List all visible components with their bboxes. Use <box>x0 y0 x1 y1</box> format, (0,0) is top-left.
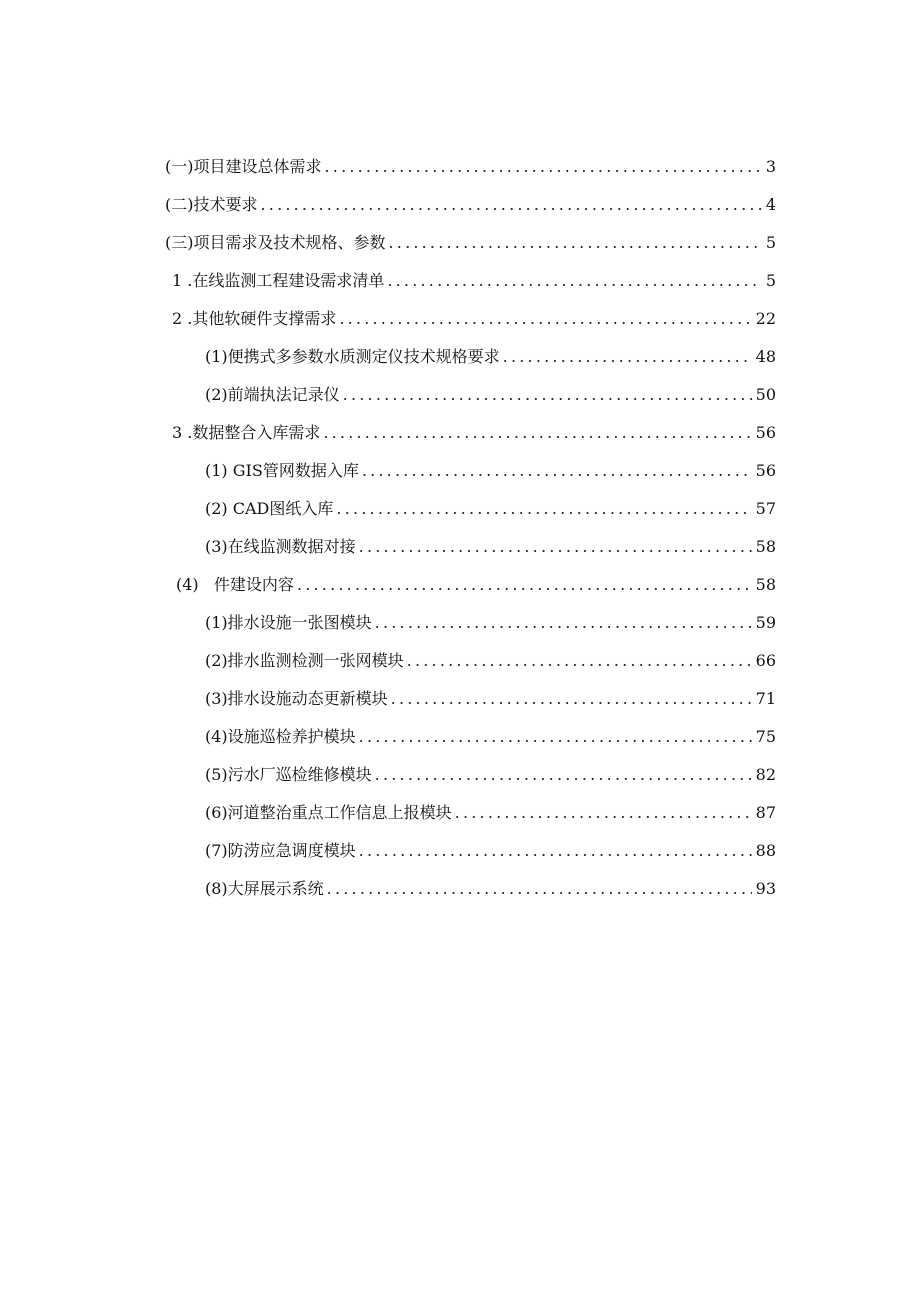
toc-entry-title: 1 .在线监测工程建设需求清单 <box>172 271 385 290</box>
toc-page-number: 22 <box>755 309 776 328</box>
toc-entry-title: (3)排水设施动态更新模块 <box>205 689 388 708</box>
toc-entry-gis-data-import[interactable] <box>0 452 920 490</box>
toc-entry-title: (2) CAD图纸入库 <box>205 499 334 518</box>
toc-entry-title: (6)河道整治重点工作信息上报模块 <box>205 803 452 822</box>
toc-dot-leader <box>362 452 752 490</box>
toc-page-number: 57 <box>755 499 776 518</box>
toc-entry-title: 2 .其他软硬件支撑需求 <box>172 309 337 328</box>
toc-page-number: 48 <box>755 347 776 366</box>
toc-entry-title: (1)便携式多参数水质测定仪技术规格要求 <box>205 347 500 366</box>
toc-dot-leader <box>389 224 762 262</box>
toc-dot-leader <box>359 832 752 870</box>
toc-dot-leader <box>359 528 752 566</box>
toc-dot-leader <box>387 262 761 300</box>
toc-entry-title: (二)技术要求 <box>165 195 258 214</box>
toc-entry-online-monitoring-list[interactable] <box>0 262 920 300</box>
toc-entry-river-reporting-module[interactable] <box>0 794 920 832</box>
toc-entry-monitoring-data-link[interactable] <box>0 528 920 566</box>
toc-entry-title: (1) GIS管网数据入库 <box>205 461 359 480</box>
toc-entry-support-requirements[interactable] <box>0 300 920 338</box>
toc-entry-title: (7)防涝应急调度模块 <box>205 841 356 860</box>
toc-dot-leader <box>407 642 752 680</box>
toc-dot-leader <box>359 718 752 756</box>
toc-entry-software-construction[interactable] <box>0 566 920 604</box>
toc-entry-title: (4) 件建设内容 <box>176 575 294 594</box>
toc-dot-leader <box>336 490 751 528</box>
toc-entry-title: (8)大屏展示系统 <box>205 879 324 898</box>
toc-dot-leader <box>339 300 751 338</box>
toc-page-number: 71 <box>755 689 776 708</box>
toc-entry-title: (2)排水监测检测一张网模块 <box>205 651 404 670</box>
toc-dot-leader <box>455 794 752 832</box>
toc-dot-leader <box>375 756 752 794</box>
toc-entry-title: (2)前端执法记录仪 <box>205 385 340 404</box>
toc-entry-law-enforcement-recorder[interactable] <box>0 376 920 414</box>
toc-page-number: 56 <box>755 461 776 480</box>
toc-page-number: 75 <box>755 727 776 746</box>
toc-page-number: 58 <box>755 537 776 556</box>
toc-page-number: 82 <box>755 765 776 784</box>
toc-entry-title: (三)项目需求及技术规格、参数 <box>165 233 386 252</box>
toc-dot-leader <box>503 338 752 376</box>
toc-dot-leader <box>375 604 752 642</box>
toc-entry-title: (5)污水厂巡检维修模块 <box>205 765 372 784</box>
toc-dot-leader <box>391 680 752 718</box>
toc-page-number: 4 <box>765 195 776 214</box>
toc-page-number: 66 <box>755 651 776 670</box>
toc-page-number: 5 <box>765 271 776 290</box>
toc-dot-leader <box>327 870 752 908</box>
toc-entry-title: 3 .数据整合入库需求 <box>172 423 321 442</box>
toc-page-number: 59 <box>755 613 776 632</box>
toc-dot-leader <box>261 186 762 224</box>
toc-entry-flood-dispatch-module[interactable] <box>0 832 920 870</box>
toc-page-number: 5 <box>765 233 776 252</box>
toc-dot-leader <box>297 566 752 604</box>
toc-dot-leader <box>343 376 752 414</box>
toc-page-number: 56 <box>755 423 776 442</box>
toc-page-number: 3 <box>765 157 776 176</box>
toc-page-number: 58 <box>755 575 776 594</box>
toc-entry-monitoring-network-module[interactable] <box>0 642 920 680</box>
toc-entry-drainage-map-module[interactable] <box>0 604 920 642</box>
toc-entry-dynamic-update-module[interactable] <box>0 680 920 718</box>
toc-entry-big-screen-system[interactable] <box>0 870 920 908</box>
toc-entry-data-integration[interactable] <box>0 414 920 452</box>
toc-page-number: 87 <box>755 803 776 822</box>
toc-entry-title: (4)设施巡检养护模块 <box>205 727 356 746</box>
toc-entry-wastewater-plant-module[interactable] <box>0 756 920 794</box>
toc-entry-water-quality-meter[interactable] <box>0 338 920 376</box>
toc-page-number: 88 <box>755 841 776 860</box>
toc-page-number: 50 <box>755 385 776 404</box>
toc-entry-inspection-maintenance-module[interactable] <box>0 718 920 756</box>
toc-page-number: 93 <box>755 879 776 898</box>
table-of-contents <box>0 148 920 908</box>
toc-entry-cad-import[interactable] <box>0 490 920 528</box>
toc-entry-title: (一)项目建设总体需求 <box>165 157 322 176</box>
toc-dot-leader <box>323 414 751 452</box>
toc-entry-specifications[interactable] <box>0 224 920 262</box>
toc-entry-title: (1)排水设施一张图模块 <box>205 613 372 632</box>
toc-entry-overall-requirements[interactable] <box>0 148 920 186</box>
toc-dot-leader <box>325 148 762 186</box>
toc-entry-technical-requirements[interactable] <box>0 186 920 224</box>
toc-entry-title: (3)在线监测数据对接 <box>205 537 356 556</box>
